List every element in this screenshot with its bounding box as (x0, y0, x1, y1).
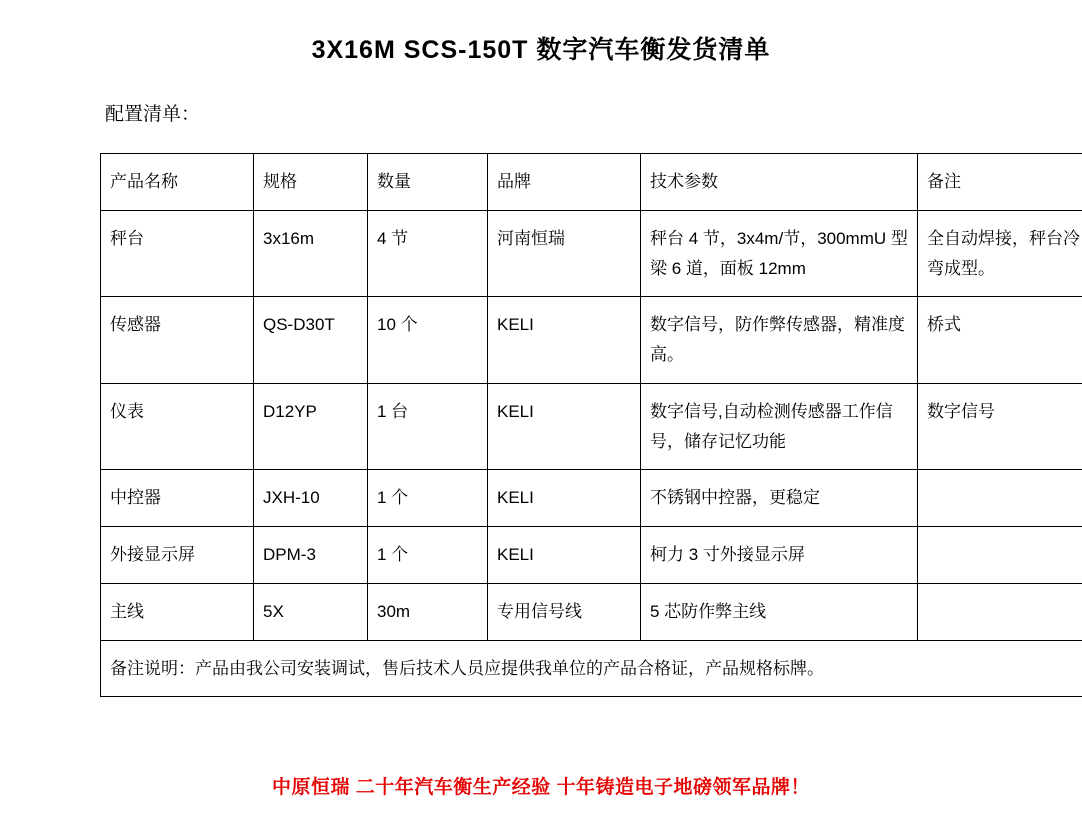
cell-brand: KELI (488, 383, 641, 470)
table-row (101, 470, 1082, 527)
cell-remark: 全自动焊接，秤台冷弯成型。 (918, 210, 1082, 297)
cell-name: 仪表 (101, 383, 254, 470)
cell-remark: 桥式 (918, 297, 1082, 384)
configuration-table (100, 153, 1082, 697)
cell-brand: 专用信号线 (488, 583, 641, 640)
cell-spec: 5X (254, 583, 368, 640)
cell-qty: 4 节 (368, 210, 488, 297)
cell-remark: 数字信号 (918, 383, 1082, 470)
document-page (0, 30, 1082, 819)
cell-qty: 1 个 (368, 470, 488, 527)
cell-qty: 1 台 (368, 383, 488, 470)
cell-remark (918, 470, 1082, 527)
cell-note: 备注说明：产品由我公司安装调试，售后技术人员应提供我单位的产品合格证，产品规格标牌。 (101, 640, 1082, 697)
table-row (101, 210, 1082, 297)
cell-spec: JXH-10 (254, 470, 368, 527)
cell-params: 5 芯防作弊主线 (641, 583, 918, 640)
column-header-params: 技术参数 (641, 154, 918, 211)
cell-name: 主线 (101, 583, 254, 640)
cell-params: 不锈钢中控器，更稳定 (641, 470, 918, 527)
footer-slogan: 中原恒瑞 二十年汽车衡生产经验 十年铸造电子地磅领军品牌！ (0, 772, 1082, 799)
page-title: 3X16M SCS-150T 数字汽车衡发货清单 (0, 30, 1082, 66)
table-row (101, 383, 1082, 470)
column-header-qty: 数量 (368, 154, 488, 211)
cell-remark (918, 583, 1082, 640)
table-row (101, 583, 1082, 640)
cell-brand: KELI (488, 527, 641, 584)
cell-qty: 30m (368, 583, 488, 640)
cell-spec: QS-D30T (254, 297, 368, 384)
subtitle-label: 配置清单： (105, 99, 1082, 126)
cell-params: 数字信号,自动检测传感器工作信号，储存记忆功能 (641, 383, 918, 470)
column-header-remark: 备注 (918, 154, 1082, 211)
table-header-row (101, 154, 1082, 211)
cell-brand: KELI (488, 470, 641, 527)
cell-params: 秤台 4 节，3x4m/节，300mmU 型梁 6 道，面板 12mm (641, 210, 918, 297)
cell-name: 秤台 (101, 210, 254, 297)
table-row (101, 527, 1082, 584)
cell-params: 数字信号，防作弊传感器，精准度高。 (641, 297, 918, 384)
cell-brand: 河南恒瑞 (488, 210, 641, 297)
cell-qty: 1 个 (368, 527, 488, 584)
cell-brand: KELI (488, 297, 641, 384)
column-header-brand: 品牌 (488, 154, 641, 211)
cell-spec: 3x16m (254, 210, 368, 297)
cell-params: 柯力 3 寸外接显示屏 (641, 527, 918, 584)
cell-spec: DPM-3 (254, 527, 368, 584)
table-note-row (101, 640, 1082, 697)
cell-spec: D12YP (254, 383, 368, 470)
cell-name: 中控器 (101, 470, 254, 527)
cell-name: 传感器 (101, 297, 254, 384)
table-row (101, 297, 1082, 384)
column-header-name: 产品名称 (101, 154, 254, 211)
cell-remark (918, 527, 1082, 584)
cell-name: 外接显示屏 (101, 527, 254, 584)
cell-qty: 10 个 (368, 297, 488, 384)
column-header-spec: 规格 (254, 154, 368, 211)
